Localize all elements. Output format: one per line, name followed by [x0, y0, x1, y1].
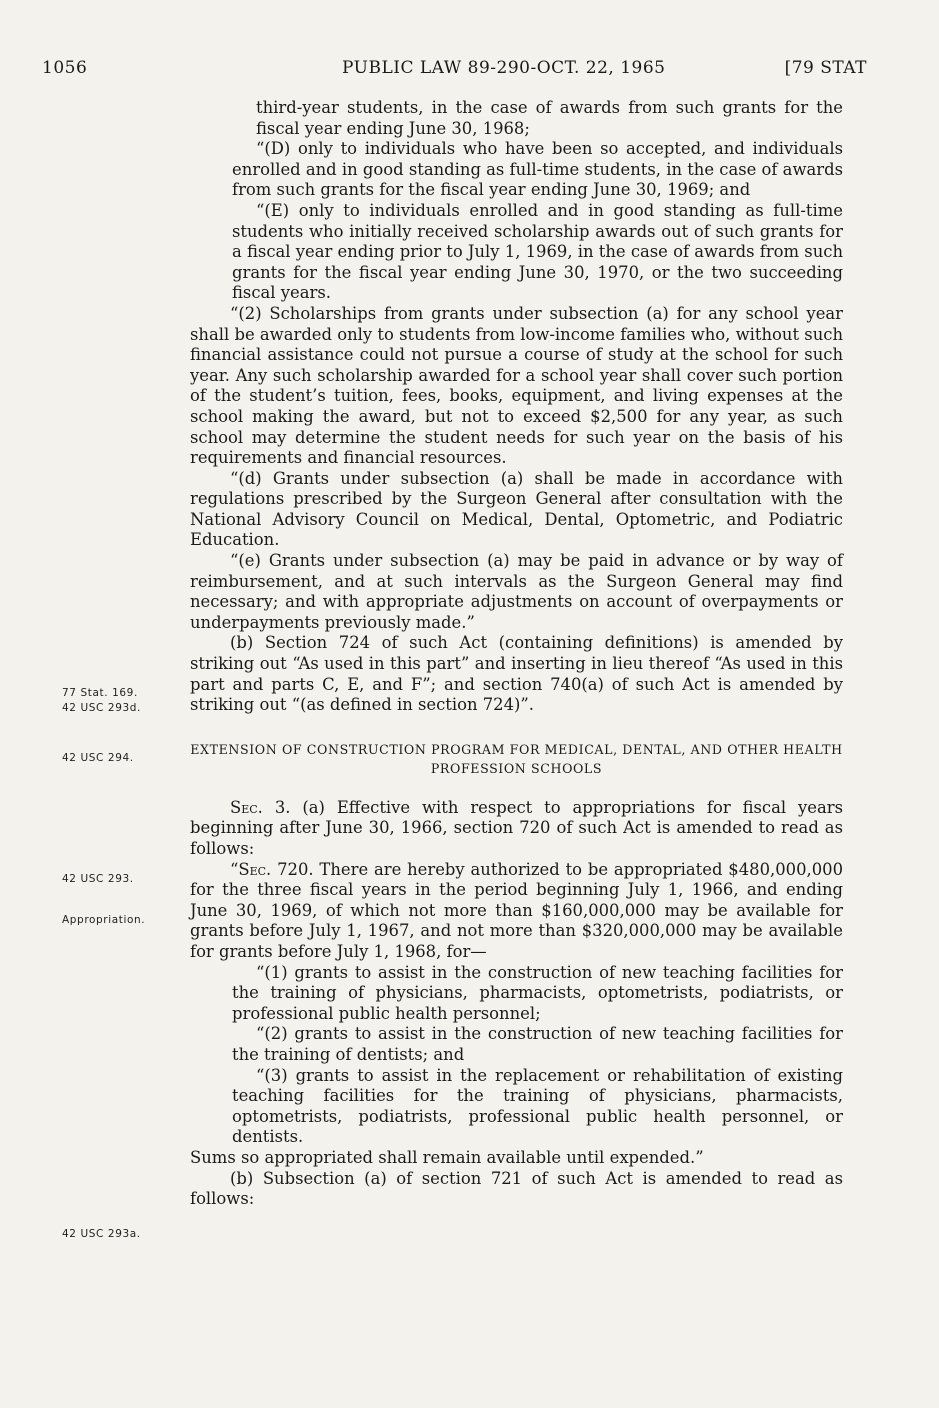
margin-note-stat: 77 Stat. 169. — [62, 687, 138, 699]
subsection-b-definitions: (b) Section 724 of such Act (containing definitions) is amended by striking out “As used in this part” and inserting in lieu thereof “As used in this part and parts C, E, and F”; and section 740(a) of such Act is amended by striking out “(as defined in section 724)”. — [190, 633, 843, 715]
section-720-body: 720. There are hereby authorized to be appropriated $480,000,000 for the three fiscal years in the period beginning July 1, 1966, and ending June 30, 1969, of which not more than $160,000,000 may be available for grants before July 1, 1967, and not more than $320,000,000 may be available for grants before July 1, 1968, for— — [190, 859, 843, 961]
section-720-text — [190, 860, 843, 963]
clause-d: “(D) only to individuals who have been so accepted, and individuals enrolled and in good standing as full-time students, in the case of awards from such grants for the fiscal year ending June 30, 1969; and — [232, 139, 843, 200]
subsection-e: “(e) Grants under subsection (a) may be paid in advance or by way of reimbursement, and at such intervals as the Surgeon General may find necessary; and with appropriate adjustments on account of overpayments or underpayments previously made.” — [190, 551, 843, 632]
margin-note-293a: 42 USC 293a. — [62, 1228, 141, 1240]
paragraph-continuation: third-year students, in the case of awards from such grants for the fiscal year ending June 30, 1968; — [256, 98, 843, 138]
margin-note-appropriation: Appropriation. — [62, 914, 146, 926]
quoted-sec-label: “Sec. — [230, 859, 272, 879]
grant-item-3: “(3) grants to assist in the replacement or rehabilitation of existing teaching facilities for the training of physicians, pharmacists, optometrists, podiatrists, professional public health personnel, or dentists. — [232, 1065, 843, 1147]
subsection-b-721: (b) Subsection (a) of section 721 of such Act is amended to read as follows: — [190, 1168, 843, 1209]
subsection-d: “(d) Grants under subsection (a) shall be made in accordance with regulations prescribed by the Surgeon General after consultation with the National Advisory Council on Medical, Dental, Optometric, and Podiatric Education. — [190, 468, 843, 550]
section-3-intro — [190, 798, 843, 860]
grant-item-1: “(1) grants to assist in the construction of new teaching facilities for the training of physicians, pharmacists, optometrists, podiatrists, or professional public health personnel; — [232, 962, 843, 1023]
margin-note-293d: 42 USC 293d. — [62, 702, 141, 714]
clause-e: “(E) only to individuals enrolled and in good standing as full-time students who initially received scholarship awards out of such grants for a fiscal year ending prior to July 1, 1969, in the case of awards from such grants for the fiscal year ending June 30, 1970, or the two succeeding fiscal years. — [232, 200, 843, 303]
volume-reference: [79 STAT — [784, 58, 867, 78]
page-number: 1056 — [42, 58, 88, 78]
paragraph-2-scholarships: “(2) Scholarships from grants under subsection (a) for any school year shall be awarded only to students from low-income families who, without such financial assistance could not pursue a course of study at the school for such year. Any such scholarship awarded for a school year shall cover such portion of the student’s tuition, fees, books, equipment, and living expenses at the school making the award, but not to exceed $2,500 for any year, as such school may determine the student needs for such year on the basis of his requirements and financial resources. — [190, 303, 843, 468]
margin-note-294: 42 USC 294. — [62, 752, 134, 764]
closing-sentence: Sums so appropriated shall remain available until expended.” — [190, 1147, 704, 1167]
margin-note-293: 42 USC 293. — [62, 873, 134, 885]
section-heading: EXTENSION OF CONSTRUCTION PROGRAM FOR MEDICAL, DENTAL, AND OTHER HEALTH PROFESSION SCHOOLS — [190, 741, 843, 776]
grant-item-2: “(2) grants to assist in the construction of new teaching facilities for the training of dentists; and — [232, 1024, 843, 1064]
page-header — [42, 58, 867, 84]
body-text — [190, 98, 843, 1210]
sec-label: Sec. — [230, 797, 263, 817]
section-3-text: 3. (a) Effective with respect to appropriations for fiscal years beginning after June 30, 1966, section 720 of such Act is amended to read as follows: — [190, 797, 843, 858]
running-title: PUBLIC LAW 89-290-OCT. 22, 1965 — [342, 58, 666, 78]
